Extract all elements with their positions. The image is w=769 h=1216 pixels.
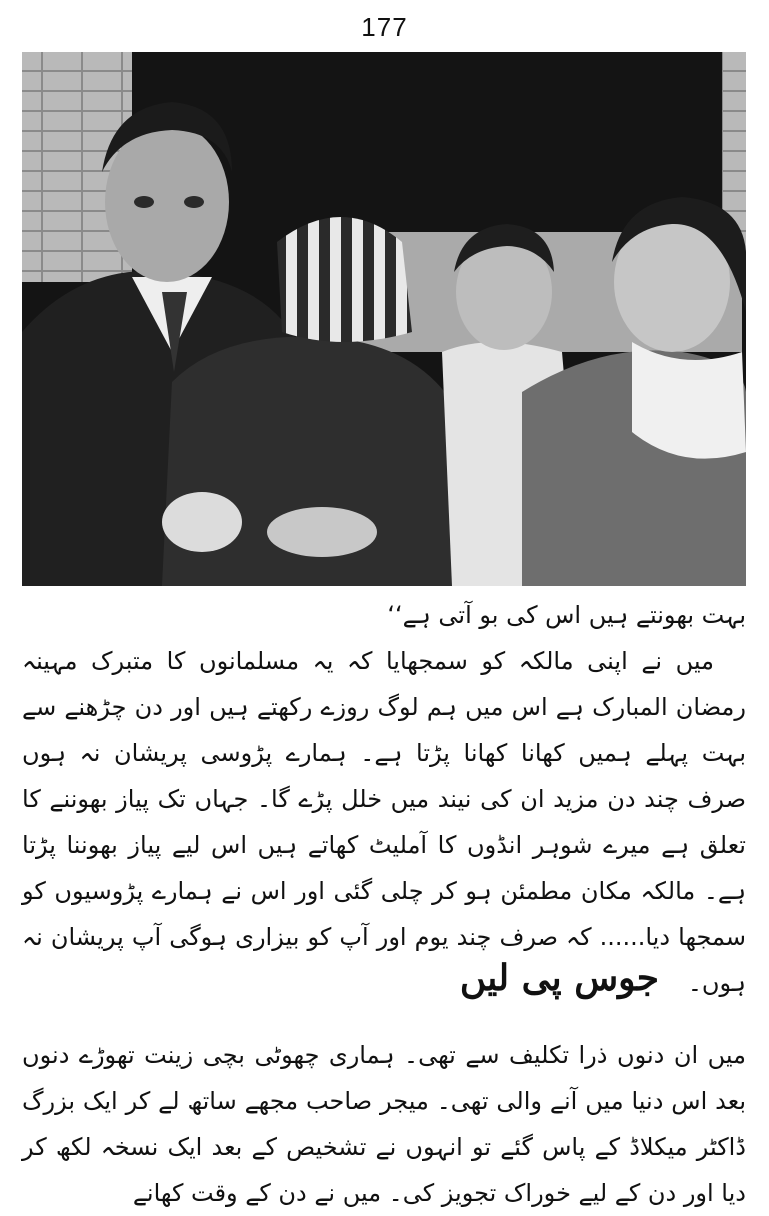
paragraph: بہت بھونتے ہیں اس کی بو آتی ہے‘‘ <box>387 601 746 629</box>
section-heading: جوس پی لیں <box>459 957 659 999</box>
paragraph: میں نے اپنی مالکہ کو سمجھایا کہ یہ مسلمانوں کا متبرک مہینہ رمضان المبارک ہے اس میں ہم لوگ روزے رکھتے ہیں اور دن چڑھنے سے بہت پہلے ہمیں کھانا کھانا پڑتا ہے۔ ہمارے پڑوسی پریشان نہ ہوں صرف چند دن مزید ان کی نیند میں خلل پڑے گا۔ جہاں تک پیاز بھوننے کا تعلق ہے میرے شوہر انڈوں کا آملیٹ کھاتے ہیں اس لیے پیاز بھوننا پڑتا ہے۔ مالکہ مکان مطمئن ہو کر چلی گئی اور اس نے ہمارے پڑوسیوں کو سمجھا دیا...... کہ صرف چند یوم اور آپ کو بیزاری ہوگی آپ پریشان نہ ہوں۔ <box>22 647 746 997</box>
paragraph: میں ان دنوں ذرا تکلیف سے تھی۔ ہماری چھوٹی بچی زینت تھوڑے دنوں بعد اس دنیا میں آنے والی تھی۔ میجر صاحب مجھے ساتھ لے کر ایک بزرگ ڈاکٹر میکلاڈ کے پاس گئے تو انہوں نے تشخیص کے بعد ایک نسخہ لکھ کر دیا اور دن کے لیے خوراک تجویز کی۔ میں نے دن کے وقت کھانے <box>22 1041 746 1207</box>
section-2-text <box>22 1032 746 1216</box>
page-number: 177 <box>361 12 408 42</box>
section-1-text <box>22 592 746 1006</box>
family-photograph <box>22 52 746 586</box>
